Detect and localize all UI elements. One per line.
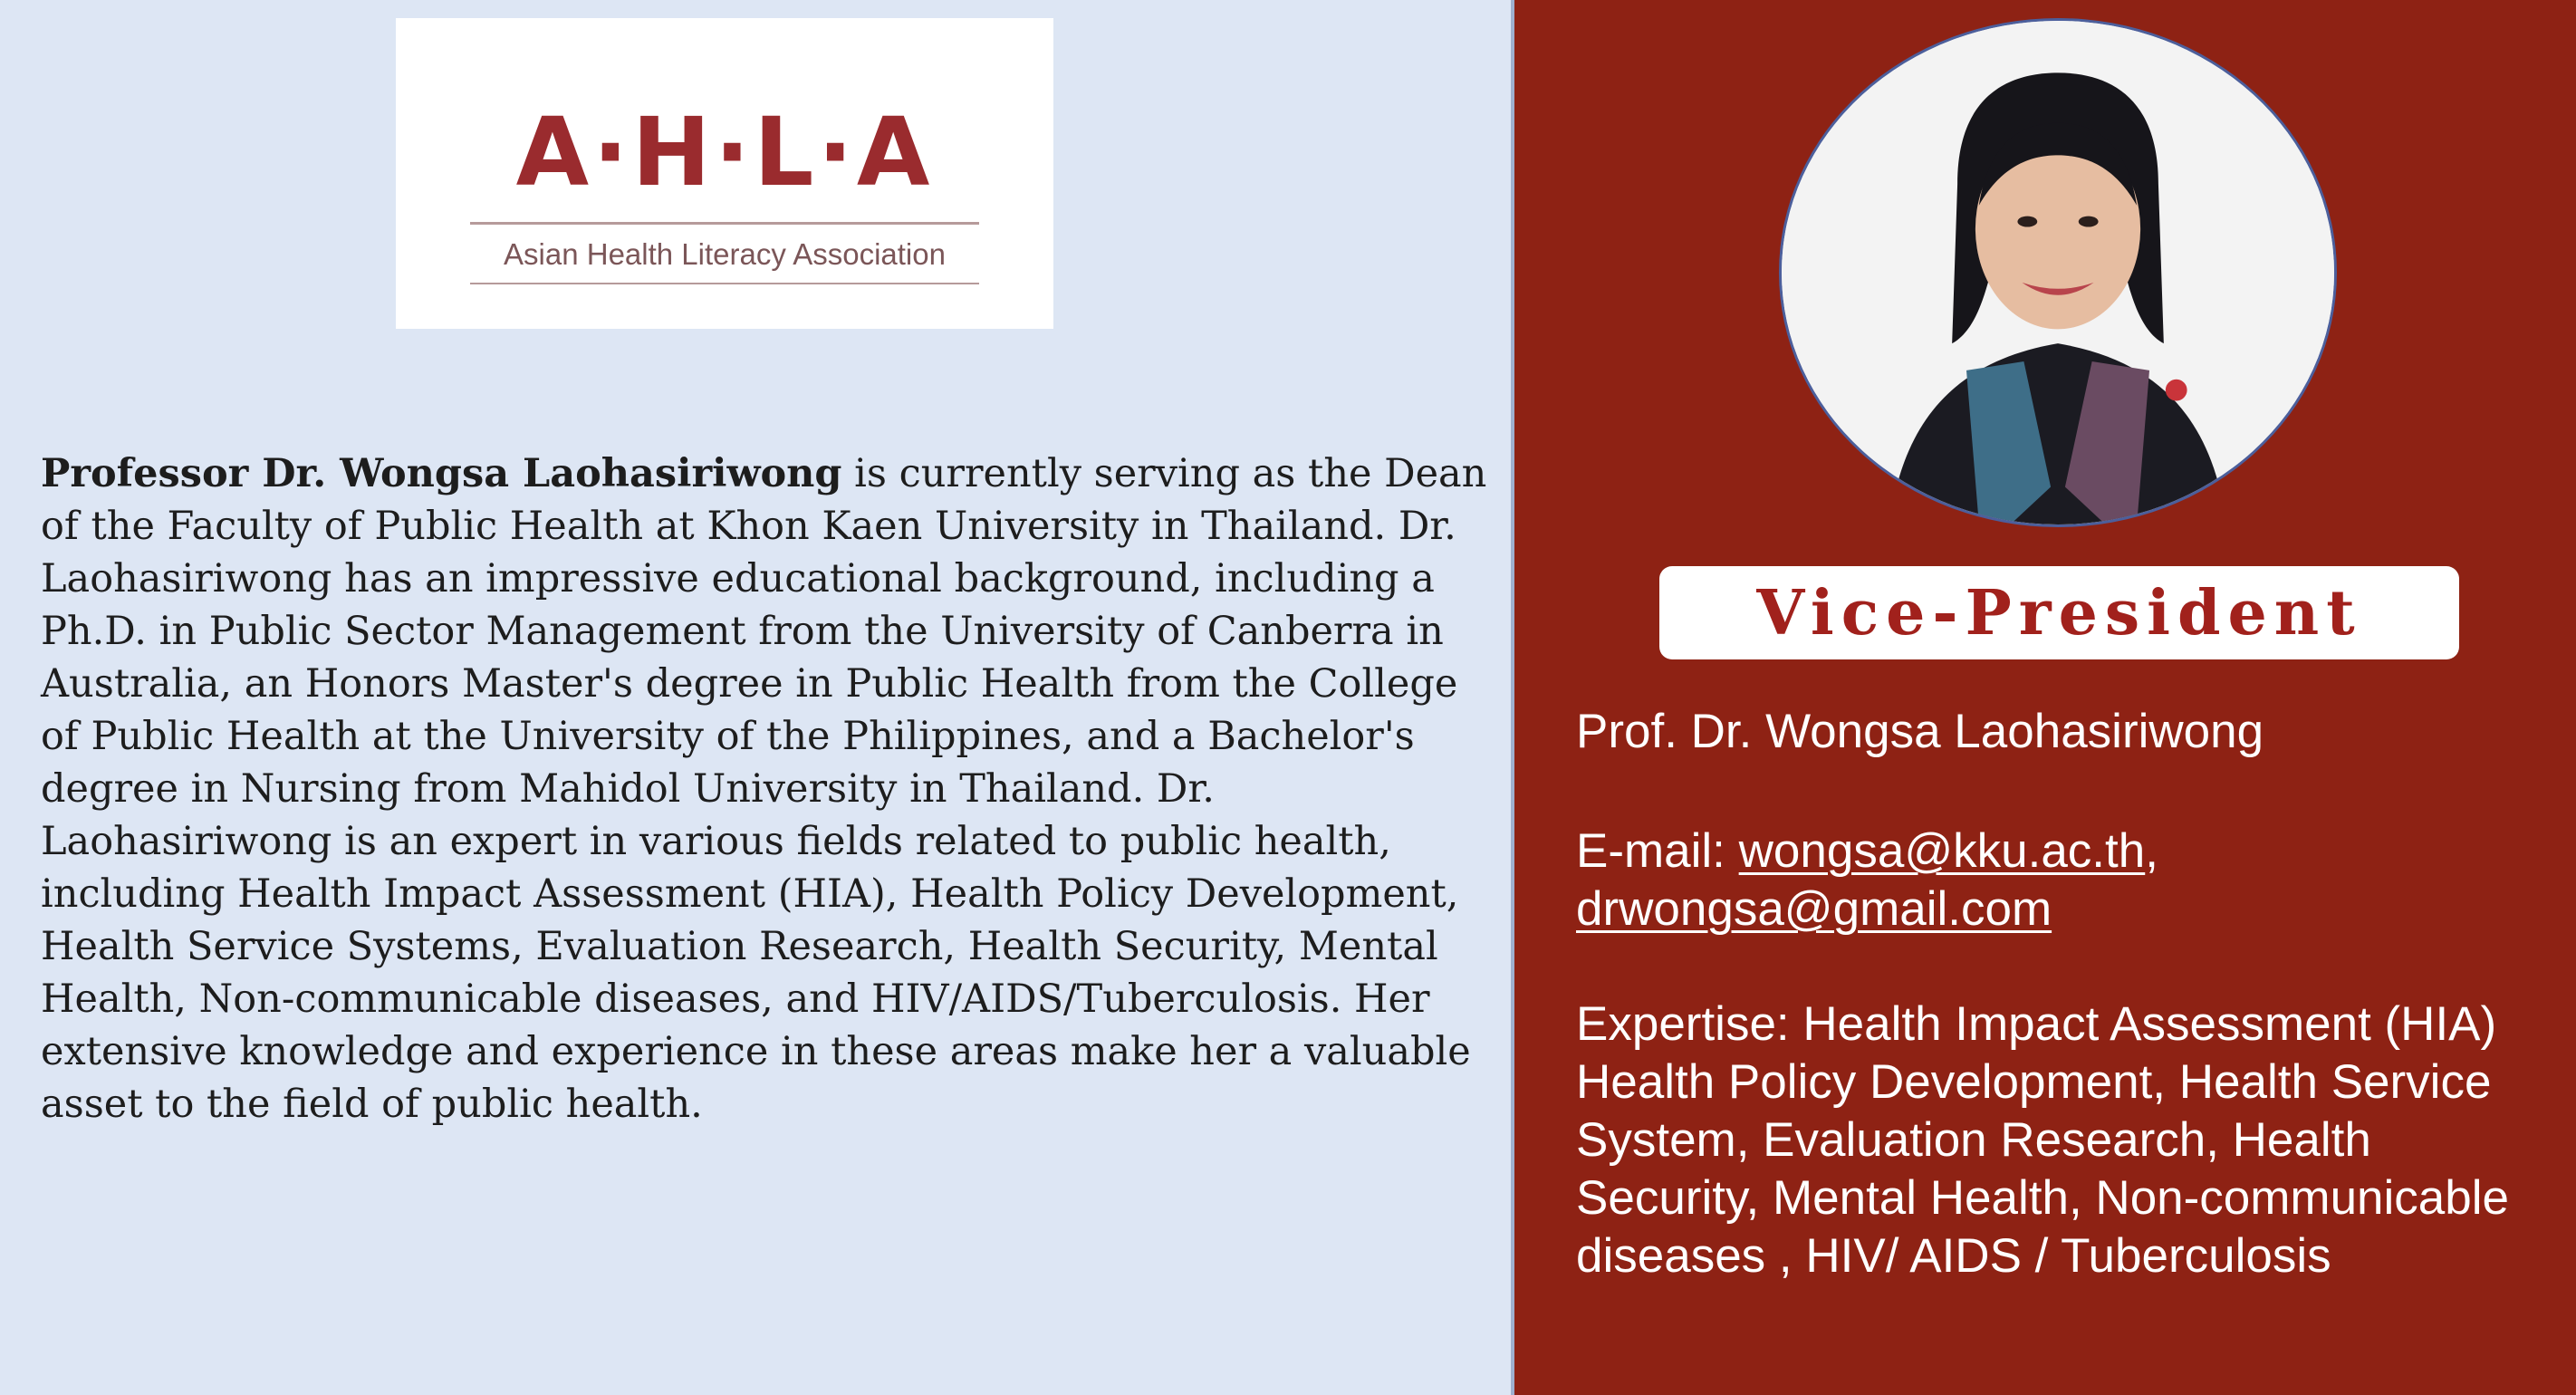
ahla-logo (396, 18, 1053, 329)
email-link-secondary[interactable]: drwongsa@gmail.com (1576, 882, 2052, 936)
role-title: Vice-President (1756, 576, 2362, 649)
biography (41, 447, 1490, 1130)
email-label: E-mail: (1576, 824, 1739, 878)
email-separator: , (2145, 824, 2158, 878)
profile-name: Prof. Dr. Wongsa Laohasiriwong (1576, 705, 2264, 758)
email-link-primary[interactable]: wongsa@kku.ac.th (1738, 824, 2146, 878)
bio-text: is currently serving as the Dean of the Faculty of Public Health at Khon Kaen University in Thailand. Dr. Laohasiriwong has an impressive educational background, including a Ph.D. in Public Sector Management from the University of Canberra in Australia, an Honors Master's degree in Public Health from the College of Public Health at the University of the Philippines, and a Bachelor's degree in Nursing from Mahidol University in Thailand. Dr. Laohasiriwong is an expert in various fields related to public health, including Health Impact Assessment (HIA), Health Policy Development, Health Service Systems, Evaluation Research, Health Security, Mental Health, Non-communicable diseases, and HIV/AIDS/Tuberculosis. Her extensive knowledge and experience in these areas make her a valuable asset to the field of public health. (41, 451, 1487, 1127)
logo-subtitle: Asian Health Literacy Association (504, 237, 946, 271)
logo-rule-bottom (470, 283, 979, 284)
portrait-illustration (1782, 21, 2334, 524)
logo-title: A·H·L·A (515, 97, 934, 207)
bio-name: Professor Dr. Wongsa Laohasiriwong (41, 451, 842, 496)
contact-info (1576, 823, 2158, 938)
portrait-photo (1779, 18, 2337, 527)
logo-rule-top (470, 222, 979, 225)
role-badge (1659, 566, 2459, 659)
expertise-text: Expertise: Health Impact Assessment (HIA) Health Policy Development, Health Service System, Evaluation Research, Health Security, Mental Health, Non-communicable diseases , HIV/ AIDS / Tuberculosis (1576, 997, 2510, 1283)
